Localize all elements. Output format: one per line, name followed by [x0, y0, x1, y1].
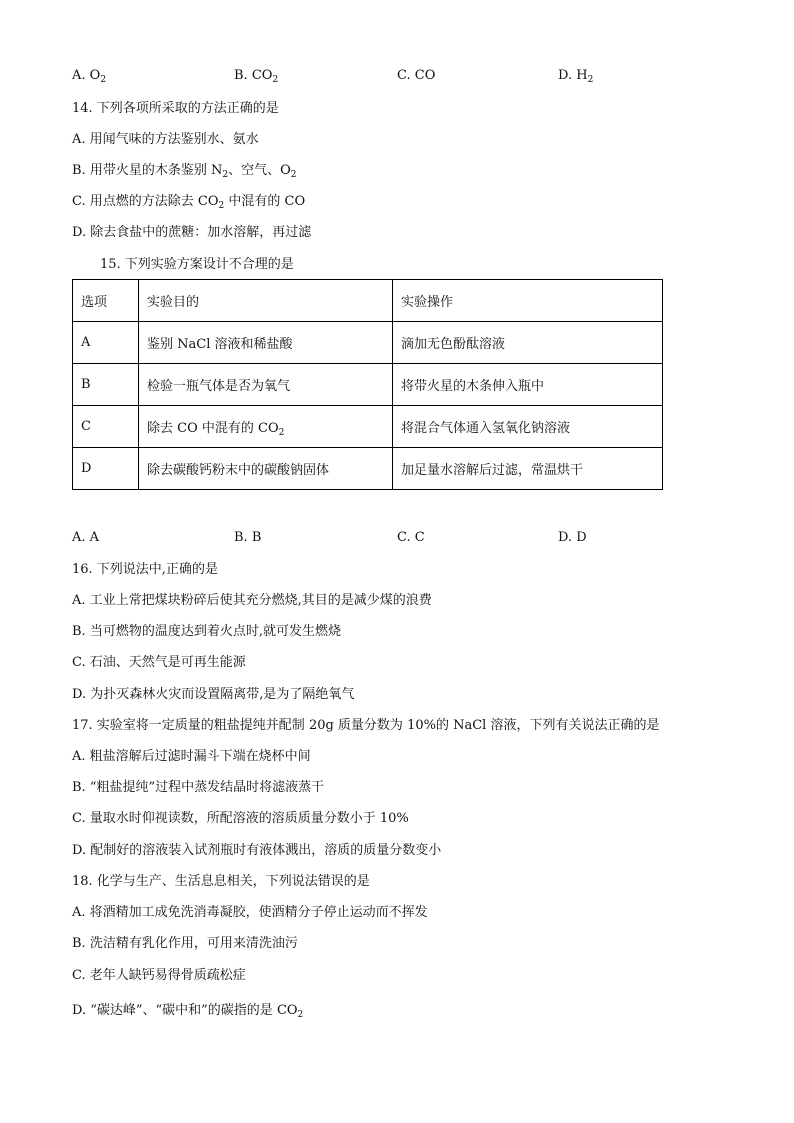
- q14-option-c: C. 用点燃的方法除去 $CO_2$ 中混有的 CO: [72, 194, 306, 211]
- q17-option-d: D. 配制好的溶液装入试剂瓶时有液体溅出，溶质的质量分数变小: [72, 843, 442, 858]
- table-header-cell: 实验目的: [139, 280, 393, 322]
- q13-option-d: D. $H_2$: [558, 68, 594, 85]
- q13-option-c: C. CO: [397, 68, 436, 83]
- q15-table: [72, 279, 663, 490]
- q16-option-a: A. 工业上常把煤块粉碎后使其充分燃烧,其目的是减少煤的浪费: [72, 593, 432, 608]
- q18-option-a: A. 将酒精加工成免洗消毒凝胶，使酒精分子停止运动而不挥发: [72, 905, 428, 920]
- q15-option-a: A. A: [72, 530, 100, 545]
- q17-option-c: C. 量取水时仰视读数，所配溶液的溶质质量分数小于 10%: [72, 811, 409, 826]
- q18-option-c: C. 老年人缺钙易得骨质疏松症: [72, 968, 246, 983]
- table-cell-option: A: [73, 322, 139, 364]
- q17-stem: 17. 实验室将一定质量的粗盐提纯并配制 20g 质量分数为 10%的 NaCl 溶液，下列有关说法正确的是: [72, 718, 660, 733]
- q16-option-c: C. 石油、天然气是可再生能源: [72, 655, 246, 670]
- table-row: [73, 364, 663, 406]
- table-header-cell: 实验操作: [393, 280, 663, 322]
- q15-option-b: B. B: [234, 530, 262, 545]
- q16-option-b: B. 当可燃物的温度达到着火点时,就可发生燃烧: [72, 624, 341, 639]
- q18-option-b: B. 洗洁精有乳化作用，可用来清洗油污: [72, 936, 298, 951]
- q16-stem: 16. 下列说法中,正确的是: [72, 562, 218, 577]
- q15-stem: 15. 下列实验方案设计不合理的是: [100, 257, 294, 272]
- q16-option-d: D. 为扑灭森林火灾而设置隔离带,是为了隔绝氧气: [72, 687, 355, 702]
- q13-option-a: A. $O_2$: [72, 68, 107, 85]
- table-cell-option: B: [73, 364, 139, 406]
- q14-option-d: D. 除去食盐中的蔗糖：加水溶解，再过滤: [72, 225, 312, 240]
- table-cell-option: C: [73, 406, 139, 448]
- q15-options: [72, 530, 732, 548]
- q13-option-b: B. $CO_2$: [234, 68, 279, 85]
- table-header-cell: 选项: [73, 280, 139, 322]
- q14-stem: 14. 下列各项所采取的方法正确的是: [72, 101, 279, 116]
- table-header-row: [73, 280, 663, 322]
- table-cell-operation: 将带火星的木条伸入瓶中: [393, 364, 663, 406]
- q14-option-a: A. 用闻气味的方法鉴别水、氨水: [72, 132, 259, 147]
- table-cell-operation: 将混合气体通入氢氧化钠溶液: [393, 406, 663, 448]
- q17-option-a: A. 粗盐溶解后过滤时漏斗下端在烧杯中间: [72, 749, 311, 764]
- table-cell-operation: 加足量水溶解后过滤，常温烘干: [393, 448, 663, 490]
- table-cell-goal: 鉴别 NaCl 溶液和稀盐酸: [139, 322, 393, 364]
- q18-option-d: D. “碳达峰”、“碳中和”的碳指的是 $CO_2$: [72, 1003, 304, 1020]
- table-cell-goal: 除去 CO 中混有的 $CO_2$: [139, 406, 393, 448]
- q18-stem: 18. 化学与生产、生活息息相关，下列说法错误的是: [72, 874, 370, 889]
- q17-option-b: B. “粗盐提纯”过程中蒸发结晶时将滤液蒸干: [72, 780, 325, 795]
- q13-options: [72, 68, 732, 86]
- table-cell-operation: 滴加无色酚酞溶液: [393, 322, 663, 364]
- table-row: [73, 406, 663, 448]
- table-row: [73, 322, 663, 364]
- q15-option-d: D. D: [558, 530, 587, 545]
- table-cell-goal: 检验一瓶气体是否为氧气: [139, 364, 393, 406]
- q15-option-c: C. C: [397, 530, 425, 545]
- table-cell-option: D: [73, 448, 139, 490]
- table-cell-goal: 除去碳酸钙粉末中的碳酸钠固体: [139, 448, 393, 490]
- table-row: [73, 448, 663, 490]
- q14-option-b: B. 用带火星的木条鉴别 $N_2$、空气、$O_2$: [72, 163, 297, 180]
